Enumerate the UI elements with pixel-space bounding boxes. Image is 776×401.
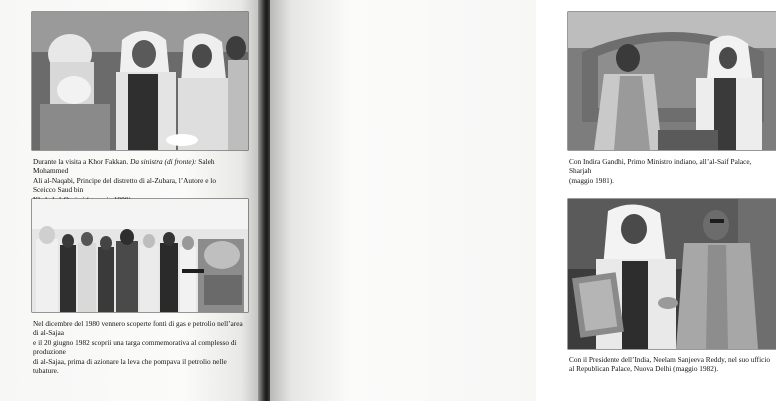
caption-indira-gandhi (569, 157, 774, 185)
photo-indira-gandhi-meeting (568, 12, 776, 150)
caption-gandhi-line2: (maggio 1981). (569, 175, 614, 185)
caption-khor-line1-pre: Durante la visita a Khor Fakkan. (33, 157, 131, 166)
caption-al-sajaa (33, 319, 245, 375)
caption-reddy-line1: Con il Presidente dell’India, Neelam Sanjeeva Reddy, nel suo ufficio (569, 355, 771, 364)
photo-khor-fakkan-visit (32, 12, 248, 150)
caption-sajaa-line3: di al-Sajaa, prima di azionare la leva che pompava il petrolio nelle tubature. (33, 356, 227, 376)
right-page (270, 0, 771, 401)
caption-khor-line1-italic: Da sinistra (di fronte): (130, 157, 197, 166)
photo-al-sajaa-ceremony (32, 199, 248, 312)
photo-president-reddy-meeting (568, 199, 776, 349)
caption-khor-fakkan (33, 157, 238, 204)
left-page (0, 0, 262, 401)
caption-reddy-line2: al Republican Palace, Nuova Delhi (maggio 1982). (569, 364, 719, 374)
caption-khor-line2: Ali al-Naqabi, Principe del distretto di al-Zubara, l’Autore e lo Sceicco Saud bin (33, 175, 216, 195)
caption-sajaa-line2: e il 20 giugno 1982 scoprii una targa commemorativa al complesso di produzione (33, 337, 237, 357)
caption-president-reddy (569, 355, 774, 374)
caption-sajaa-line1: Nel dicembre del 1980 vennero scoperte fonti di gas e petrolio nell’area di al-Sajaa (33, 319, 243, 338)
caption-gandhi-line1: Con Indira Gandhi, Primo Ministro indiano, all’al-Saif Palace, Sharjah (569, 157, 752, 176)
caption-khor-line1-post: Saleh Mohammed (33, 157, 215, 176)
